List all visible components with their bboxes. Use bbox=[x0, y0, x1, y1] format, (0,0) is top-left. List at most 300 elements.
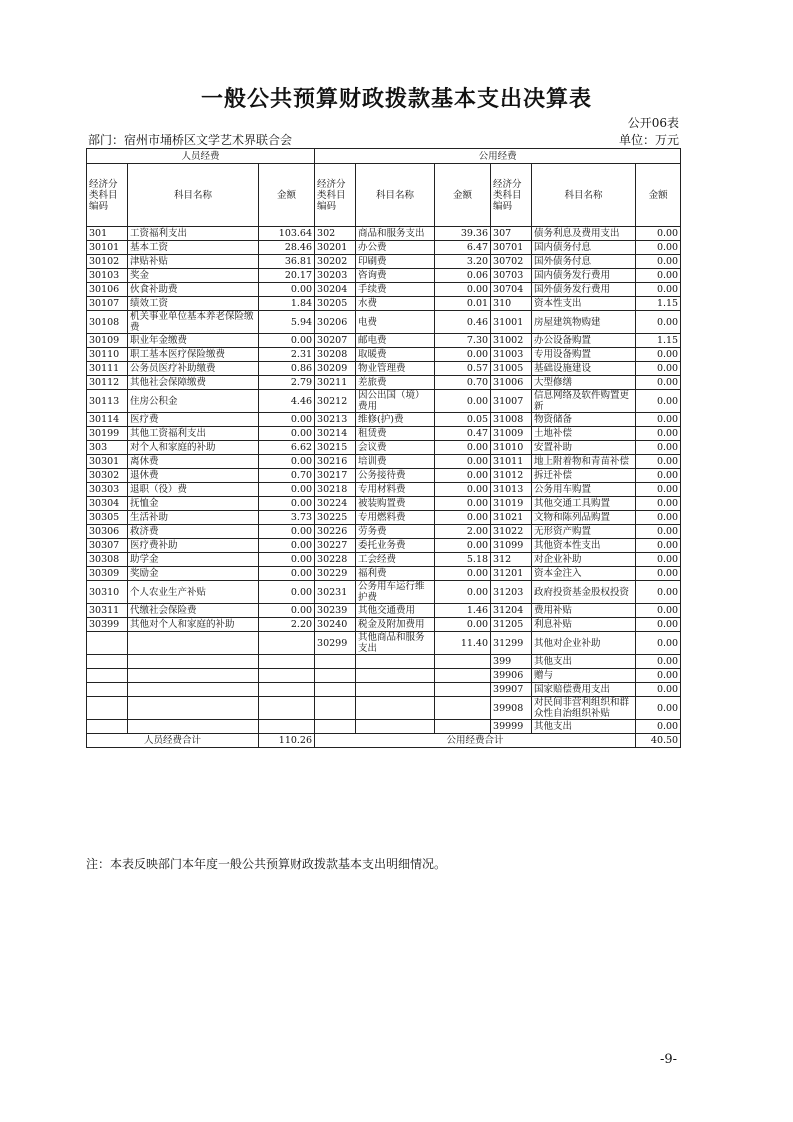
cell-amount: 0.00 bbox=[435, 441, 491, 455]
cell-code: 31008 bbox=[491, 413, 532, 427]
table-row bbox=[87, 297, 681, 311]
cell-name: 差旅费 bbox=[356, 376, 435, 390]
cell-name: 其他商品和服务支出 bbox=[356, 632, 435, 655]
table-row bbox=[87, 511, 681, 525]
cell-code: 30307 bbox=[87, 539, 128, 553]
cell-code: 30309 bbox=[87, 567, 128, 581]
cell-name bbox=[356, 669, 435, 683]
cell-name: 邮电费 bbox=[356, 334, 435, 348]
unit-label: 单位：万元 bbox=[618, 133, 679, 147]
cell-name: 赠与 bbox=[532, 669, 636, 683]
cell-amount: 3.20 bbox=[435, 255, 491, 269]
cell-name: 代缴社会保险费 bbox=[128, 604, 259, 618]
cell-code: 30207 bbox=[315, 334, 356, 348]
cell-code: 302 bbox=[315, 227, 356, 241]
cell-code: 30701 bbox=[491, 241, 532, 255]
cell-amount: 0.00 bbox=[636, 581, 681, 604]
cell-code: 30306 bbox=[87, 525, 128, 539]
cell-amount bbox=[259, 669, 315, 683]
page-title: 一般公共预算财政拨款基本支出决算表 bbox=[200, 86, 592, 112]
table-row bbox=[87, 376, 681, 390]
cell-code: 31010 bbox=[491, 441, 532, 455]
cell-amount: 0.00 bbox=[636, 390, 681, 413]
cell-amount: 0.00 bbox=[636, 655, 681, 669]
table-code: 公开06表 bbox=[627, 116, 679, 130]
cell-amount: 1.15 bbox=[636, 334, 681, 348]
cell-code: 31013 bbox=[491, 483, 532, 497]
cell-amount: 0.00 bbox=[435, 511, 491, 525]
cell-name bbox=[356, 655, 435, 669]
cell-code: 30703 bbox=[491, 269, 532, 283]
cell-amount: 0.00 bbox=[259, 604, 315, 618]
cell-amount: 0.70 bbox=[259, 469, 315, 483]
cell-name: 资本金注入 bbox=[532, 567, 636, 581]
cell-code: 31021 bbox=[491, 511, 532, 525]
table-row bbox=[87, 334, 681, 348]
cell-name: 抚恤金 bbox=[128, 497, 259, 511]
cell-code: 30702 bbox=[491, 255, 532, 269]
cell-name: 国外债务付息 bbox=[532, 255, 636, 269]
table-row bbox=[87, 632, 681, 655]
table-row bbox=[87, 455, 681, 469]
personnel-header: 人员经费 bbox=[87, 149, 315, 164]
cell-amount: 0.00 bbox=[636, 553, 681, 567]
cell-code: 31203 bbox=[491, 581, 532, 604]
cell-name: 物资储备 bbox=[532, 413, 636, 427]
cell-amount: 0.00 bbox=[636, 362, 681, 376]
cell-code: 30211 bbox=[315, 376, 356, 390]
personnel-total-value: 110.26 bbox=[259, 734, 315, 748]
cell-code: 31007 bbox=[491, 390, 532, 413]
cell-name bbox=[128, 632, 259, 655]
cell-name: 资本性支出 bbox=[532, 297, 636, 311]
table-row bbox=[87, 255, 681, 269]
cell-name: 印刷费 bbox=[356, 255, 435, 269]
cell-amount: 20.17 bbox=[259, 269, 315, 283]
cell-code: 31003 bbox=[491, 348, 532, 362]
cell-code: 30303 bbox=[87, 483, 128, 497]
col-header-amount: 金额 bbox=[259, 164, 315, 227]
cell-code: 31099 bbox=[491, 539, 532, 553]
cell-amount: 0.47 bbox=[435, 427, 491, 441]
table-row bbox=[87, 362, 681, 376]
cell-code: 30112 bbox=[87, 376, 128, 390]
cell-name: 租赁费 bbox=[356, 427, 435, 441]
col-header-amount: 金额 bbox=[636, 164, 681, 227]
cell-amount: 0.86 bbox=[259, 362, 315, 376]
cell-code: 30301 bbox=[87, 455, 128, 469]
cell-code bbox=[87, 655, 128, 669]
public-header: 公用经费 bbox=[315, 149, 681, 164]
cell-name: 专用设备购置 bbox=[532, 348, 636, 362]
table-row bbox=[87, 227, 681, 241]
cell-code: 30114 bbox=[87, 413, 128, 427]
cell-name: 其他支出 bbox=[532, 720, 636, 734]
cell-code: 31001 bbox=[491, 311, 532, 334]
cell-code: 312 bbox=[491, 553, 532, 567]
cell-name: 助学金 bbox=[128, 553, 259, 567]
cell-name: 基础设施建设 bbox=[532, 362, 636, 376]
cell-amount: 0.70 bbox=[435, 376, 491, 390]
cell-name: 费用补贴 bbox=[532, 604, 636, 618]
cell-name bbox=[356, 697, 435, 720]
cell-name: 国外债务发行费用 bbox=[532, 283, 636, 297]
cell-amount: 2.00 bbox=[435, 525, 491, 539]
footnote: 注：本表反映部门本年度一般公共预算财政拨款基本支出明细情况。 bbox=[86, 857, 447, 871]
cell-amount: 7.30 bbox=[435, 334, 491, 348]
cell-name: 对民间非营利组织和群众性自治组织补贴 bbox=[532, 697, 636, 720]
cell-code: 30399 bbox=[87, 618, 128, 632]
cell-code: 31019 bbox=[491, 497, 532, 511]
table-row bbox=[87, 553, 681, 567]
cell-amount: 0.00 bbox=[435, 567, 491, 581]
cell-amount: 0.00 bbox=[636, 720, 681, 734]
cell-amount: 28.46 bbox=[259, 241, 315, 255]
cell-code bbox=[315, 683, 356, 697]
col-header-name: 科目名称 bbox=[356, 164, 435, 227]
cell-amount: 6.47 bbox=[435, 241, 491, 255]
cell-amount: 0.00 bbox=[636, 669, 681, 683]
cell-amount: 2.79 bbox=[259, 376, 315, 390]
cell-amount: 0.00 bbox=[636, 311, 681, 334]
col-header-amount: 金额 bbox=[435, 164, 491, 227]
cell-name: 医疗费补助 bbox=[128, 539, 259, 553]
cell-amount: 0.00 bbox=[636, 525, 681, 539]
cell-amount: 3.73 bbox=[259, 511, 315, 525]
cell-code: 39908 bbox=[491, 697, 532, 720]
cell-amount bbox=[259, 720, 315, 734]
cell-amount: 0.00 bbox=[259, 497, 315, 511]
cell-name: 奖金 bbox=[128, 269, 259, 283]
cell-code: 30225 bbox=[315, 511, 356, 525]
cell-amount bbox=[435, 683, 491, 697]
cell-name: 工会经费 bbox=[356, 553, 435, 567]
cell-code: 30302 bbox=[87, 469, 128, 483]
cell-code: 30240 bbox=[315, 618, 356, 632]
cell-code: 303 bbox=[87, 441, 128, 455]
cell-name bbox=[356, 683, 435, 697]
cell-amount: 0.00 bbox=[636, 618, 681, 632]
cell-name: 手续费 bbox=[356, 283, 435, 297]
cell-code: 31022 bbox=[491, 525, 532, 539]
cell-name bbox=[128, 683, 259, 697]
cell-amount bbox=[435, 669, 491, 683]
cell-name: 文物和陈列品购置 bbox=[532, 511, 636, 525]
cell-name: 绩效工资 bbox=[128, 297, 259, 311]
cell-name: 机关事业单位基本养老保险缴费 bbox=[128, 311, 259, 334]
cell-name: 基本工资 bbox=[128, 241, 259, 255]
cell-name: 大型修缮 bbox=[532, 376, 636, 390]
public-total-value: 40.50 bbox=[636, 734, 681, 748]
cell-name: 委托业务费 bbox=[356, 539, 435, 553]
table-row bbox=[87, 720, 681, 734]
cell-code: 31005 bbox=[491, 362, 532, 376]
cell-code: 30111 bbox=[87, 362, 128, 376]
cell-name: 利息补贴 bbox=[532, 618, 636, 632]
cell-name: 职工基本医疗保险缴费 bbox=[128, 348, 259, 362]
col-header-code: 经济分类科目编码 bbox=[87, 164, 128, 227]
cell-amount: 6.62 bbox=[259, 441, 315, 455]
cell-name: 地上附着物和青苗补偿 bbox=[532, 455, 636, 469]
cell-name: 国家赔偿费用支出 bbox=[532, 683, 636, 697]
cell-amount: 0.00 bbox=[435, 497, 491, 511]
cell-code: 30218 bbox=[315, 483, 356, 497]
cell-amount: 0.00 bbox=[636, 511, 681, 525]
cell-code: 30310 bbox=[87, 581, 128, 604]
cell-code: 31002 bbox=[491, 334, 532, 348]
table-row bbox=[87, 525, 681, 539]
col-header-code: 经济分类科目编码 bbox=[491, 164, 532, 227]
cell-name: 咨询费 bbox=[356, 269, 435, 283]
cell-name: 办公设备购置 bbox=[532, 334, 636, 348]
cell-code: 310 bbox=[491, 297, 532, 311]
cell-code: 39907 bbox=[491, 683, 532, 697]
cell-amount: 0.00 bbox=[636, 483, 681, 497]
cell-name: 电费 bbox=[356, 311, 435, 334]
cell-name bbox=[128, 655, 259, 669]
cell-amount bbox=[259, 655, 315, 669]
cell-code: 30103 bbox=[87, 269, 128, 283]
cell-amount: 0.00 bbox=[435, 283, 491, 297]
table-row bbox=[87, 241, 681, 255]
cell-amount: 0.06 bbox=[435, 269, 491, 283]
cell-code: 30239 bbox=[315, 604, 356, 618]
cell-code: 30311 bbox=[87, 604, 128, 618]
cell-amount: 0.00 bbox=[435, 455, 491, 469]
cell-name: 住房公积金 bbox=[128, 390, 259, 413]
cell-amount: 0.01 bbox=[435, 297, 491, 311]
cell-amount: 0.00 bbox=[636, 441, 681, 455]
cell-name: 公务用车购置 bbox=[532, 483, 636, 497]
cell-code: 30217 bbox=[315, 469, 356, 483]
cell-code: 30308 bbox=[87, 553, 128, 567]
cell-code bbox=[315, 669, 356, 683]
cell-code: 39906 bbox=[491, 669, 532, 683]
cell-name: 专用材料费 bbox=[356, 483, 435, 497]
cell-code: 30109 bbox=[87, 334, 128, 348]
cell-code: 30228 bbox=[315, 553, 356, 567]
cell-name: 水费 bbox=[356, 297, 435, 311]
cell-name: 办公费 bbox=[356, 241, 435, 255]
cell-name: 伙食补助费 bbox=[128, 283, 259, 297]
cell-name bbox=[128, 697, 259, 720]
table-row bbox=[87, 483, 681, 497]
cell-code: 31009 bbox=[491, 427, 532, 441]
cell-code: 30204 bbox=[315, 283, 356, 297]
cell-amount bbox=[259, 683, 315, 697]
cell-amount bbox=[435, 720, 491, 734]
cell-code: 31299 bbox=[491, 632, 532, 655]
cell-amount: 2.20 bbox=[259, 618, 315, 632]
cell-amount: 0.00 bbox=[636, 283, 681, 297]
cell-name: 会议费 bbox=[356, 441, 435, 455]
cell-amount: 0.00 bbox=[636, 697, 681, 720]
table-row bbox=[87, 283, 681, 297]
cell-name: 其他对企业补助 bbox=[532, 632, 636, 655]
cell-amount bbox=[435, 697, 491, 720]
cell-amount: 0.00 bbox=[435, 483, 491, 497]
personnel-total-label: 人员经费合计 bbox=[87, 734, 259, 748]
cell-code bbox=[87, 683, 128, 697]
cell-code: 30106 bbox=[87, 283, 128, 297]
col-header-code: 经济分类科目编码 bbox=[315, 164, 356, 227]
cell-amount bbox=[259, 697, 315, 720]
cell-amount: 0.05 bbox=[435, 413, 491, 427]
cell-name bbox=[356, 720, 435, 734]
table-row bbox=[87, 683, 681, 697]
cell-amount: 0.00 bbox=[435, 539, 491, 553]
cell-name: 信息网络及软件购置更新 bbox=[532, 390, 636, 413]
cell-name: 退职（役）费 bbox=[128, 483, 259, 497]
cell-name: 国内债务发行费用 bbox=[532, 269, 636, 283]
cell-code: 30208 bbox=[315, 348, 356, 362]
cell-code: 30229 bbox=[315, 567, 356, 581]
cell-amount: 0.00 bbox=[435, 618, 491, 632]
cell-amount: 0.00 bbox=[636, 539, 681, 553]
cell-name: 其他工资福利支出 bbox=[128, 427, 259, 441]
cell-name: 国内债务付息 bbox=[532, 241, 636, 255]
cell-amount: 0.00 bbox=[259, 525, 315, 539]
cell-code: 31204 bbox=[491, 604, 532, 618]
cell-amount: 11.40 bbox=[435, 632, 491, 655]
cell-name: 公务接待费 bbox=[356, 469, 435, 483]
cell-amount: 1.84 bbox=[259, 297, 315, 311]
table-row bbox=[87, 311, 681, 334]
cell-name: 对个人和家庭的补助 bbox=[128, 441, 259, 455]
table-row bbox=[87, 581, 681, 604]
cell-name: 津贴补贴 bbox=[128, 255, 259, 269]
cell-code: 30216 bbox=[315, 455, 356, 469]
page-number: -9- bbox=[660, 1052, 678, 1067]
table-row bbox=[87, 413, 681, 427]
cell-amount: 0.00 bbox=[636, 241, 681, 255]
cell-code: 31201 bbox=[491, 567, 532, 581]
cell-amount: 0.00 bbox=[259, 455, 315, 469]
cell-name bbox=[128, 720, 259, 734]
cell-amount: 1.15 bbox=[636, 297, 681, 311]
cell-name: 其他资本性支出 bbox=[532, 539, 636, 553]
cell-amount: 0.00 bbox=[636, 376, 681, 390]
cell-code: 30110 bbox=[87, 348, 128, 362]
cell-name: 维修(护)费 bbox=[356, 413, 435, 427]
cell-amount: 0.00 bbox=[636, 413, 681, 427]
cell-code: 31205 bbox=[491, 618, 532, 632]
cell-amount: 0.00 bbox=[636, 683, 681, 697]
cell-name: 物业管理费 bbox=[356, 362, 435, 376]
cell-name: 其他支出 bbox=[532, 655, 636, 669]
cell-name: 奖励金 bbox=[128, 567, 259, 581]
cell-name: 救济费 bbox=[128, 525, 259, 539]
cell-name: 因公出国（境）费用 bbox=[356, 390, 435, 413]
col-header-name: 科目名称 bbox=[532, 164, 636, 227]
cell-code bbox=[315, 655, 356, 669]
cell-name: 土地补偿 bbox=[532, 427, 636, 441]
cell-code: 399 bbox=[491, 655, 532, 669]
cell-code: 30108 bbox=[87, 311, 128, 334]
cell-name: 对企业补助 bbox=[532, 553, 636, 567]
cell-amount: 0.00 bbox=[636, 632, 681, 655]
table-row bbox=[87, 469, 681, 483]
cell-code bbox=[87, 697, 128, 720]
cell-code bbox=[315, 697, 356, 720]
cell-amount bbox=[259, 632, 315, 655]
cell-amount: 4.46 bbox=[259, 390, 315, 413]
cell-code: 30213 bbox=[315, 413, 356, 427]
totals-row bbox=[87, 734, 681, 748]
cell-code: 30202 bbox=[315, 255, 356, 269]
cell-name: 被装购置费 bbox=[356, 497, 435, 511]
cell-code: 30227 bbox=[315, 539, 356, 553]
table-row bbox=[87, 604, 681, 618]
table-row bbox=[87, 539, 681, 553]
cell-code: 30305 bbox=[87, 511, 128, 525]
cell-amount: 39.36 bbox=[435, 227, 491, 241]
cell-amount: 0.00 bbox=[259, 539, 315, 553]
cell-name: 培训费 bbox=[356, 455, 435, 469]
cell-code: 307 bbox=[491, 227, 532, 241]
cell-amount: 0.00 bbox=[259, 553, 315, 567]
cell-name: 医疗费 bbox=[128, 413, 259, 427]
cell-name: 专用燃料费 bbox=[356, 511, 435, 525]
cell-amount: 0.00 bbox=[636, 269, 681, 283]
cell-amount: 0.00 bbox=[259, 427, 315, 441]
cell-name: 劳务费 bbox=[356, 525, 435, 539]
cell-name: 其他对个人和家庭的补助 bbox=[128, 618, 259, 632]
cell-code: 30231 bbox=[315, 581, 356, 604]
cell-code: 30226 bbox=[315, 525, 356, 539]
cell-code: 30101 bbox=[87, 241, 128, 255]
cell-code: 31012 bbox=[491, 469, 532, 483]
cell-amount: 0.00 bbox=[259, 334, 315, 348]
cell-name: 取暖费 bbox=[356, 348, 435, 362]
cell-code: 30102 bbox=[87, 255, 128, 269]
cell-amount: 0.00 bbox=[636, 469, 681, 483]
cell-amount: 5.18 bbox=[435, 553, 491, 567]
cell-amount: 0.00 bbox=[259, 413, 315, 427]
cell-amount: 0.00 bbox=[435, 390, 491, 413]
cell-code: 30224 bbox=[315, 497, 356, 511]
cell-amount: 0.00 bbox=[435, 348, 491, 362]
cell-name: 税金及附加费用 bbox=[356, 618, 435, 632]
cell-amount: 0.00 bbox=[435, 581, 491, 604]
cell-amount: 0.00 bbox=[435, 469, 491, 483]
cell-name: 职业年金缴费 bbox=[128, 334, 259, 348]
cell-code: 30212 bbox=[315, 390, 356, 413]
cell-amount: 0.00 bbox=[636, 567, 681, 581]
cell-amount: 0.00 bbox=[636, 455, 681, 469]
table-row bbox=[87, 618, 681, 632]
cell-name: 工资福利支出 bbox=[128, 227, 259, 241]
cell-code: 30113 bbox=[87, 390, 128, 413]
cell-code: 31006 bbox=[491, 376, 532, 390]
table-row bbox=[87, 441, 681, 455]
cell-name: 离休费 bbox=[128, 455, 259, 469]
cell-amount: 0.46 bbox=[435, 311, 491, 334]
cell-code bbox=[87, 632, 128, 655]
table-row bbox=[87, 427, 681, 441]
cell-amount: 0.00 bbox=[259, 283, 315, 297]
cell-name: 个人农业生产补贴 bbox=[128, 581, 259, 604]
cell-code: 30209 bbox=[315, 362, 356, 376]
cell-name: 公务用车运行维护费 bbox=[356, 581, 435, 604]
cell-name: 拆迁补偿 bbox=[532, 469, 636, 483]
table-row bbox=[87, 269, 681, 283]
cell-amount: 36.81 bbox=[259, 255, 315, 269]
cell-amount: 0.57 bbox=[435, 362, 491, 376]
cell-name: 其他交通工具购置 bbox=[532, 497, 636, 511]
cell-name: 无形资产购置 bbox=[532, 525, 636, 539]
table-row bbox=[87, 497, 681, 511]
